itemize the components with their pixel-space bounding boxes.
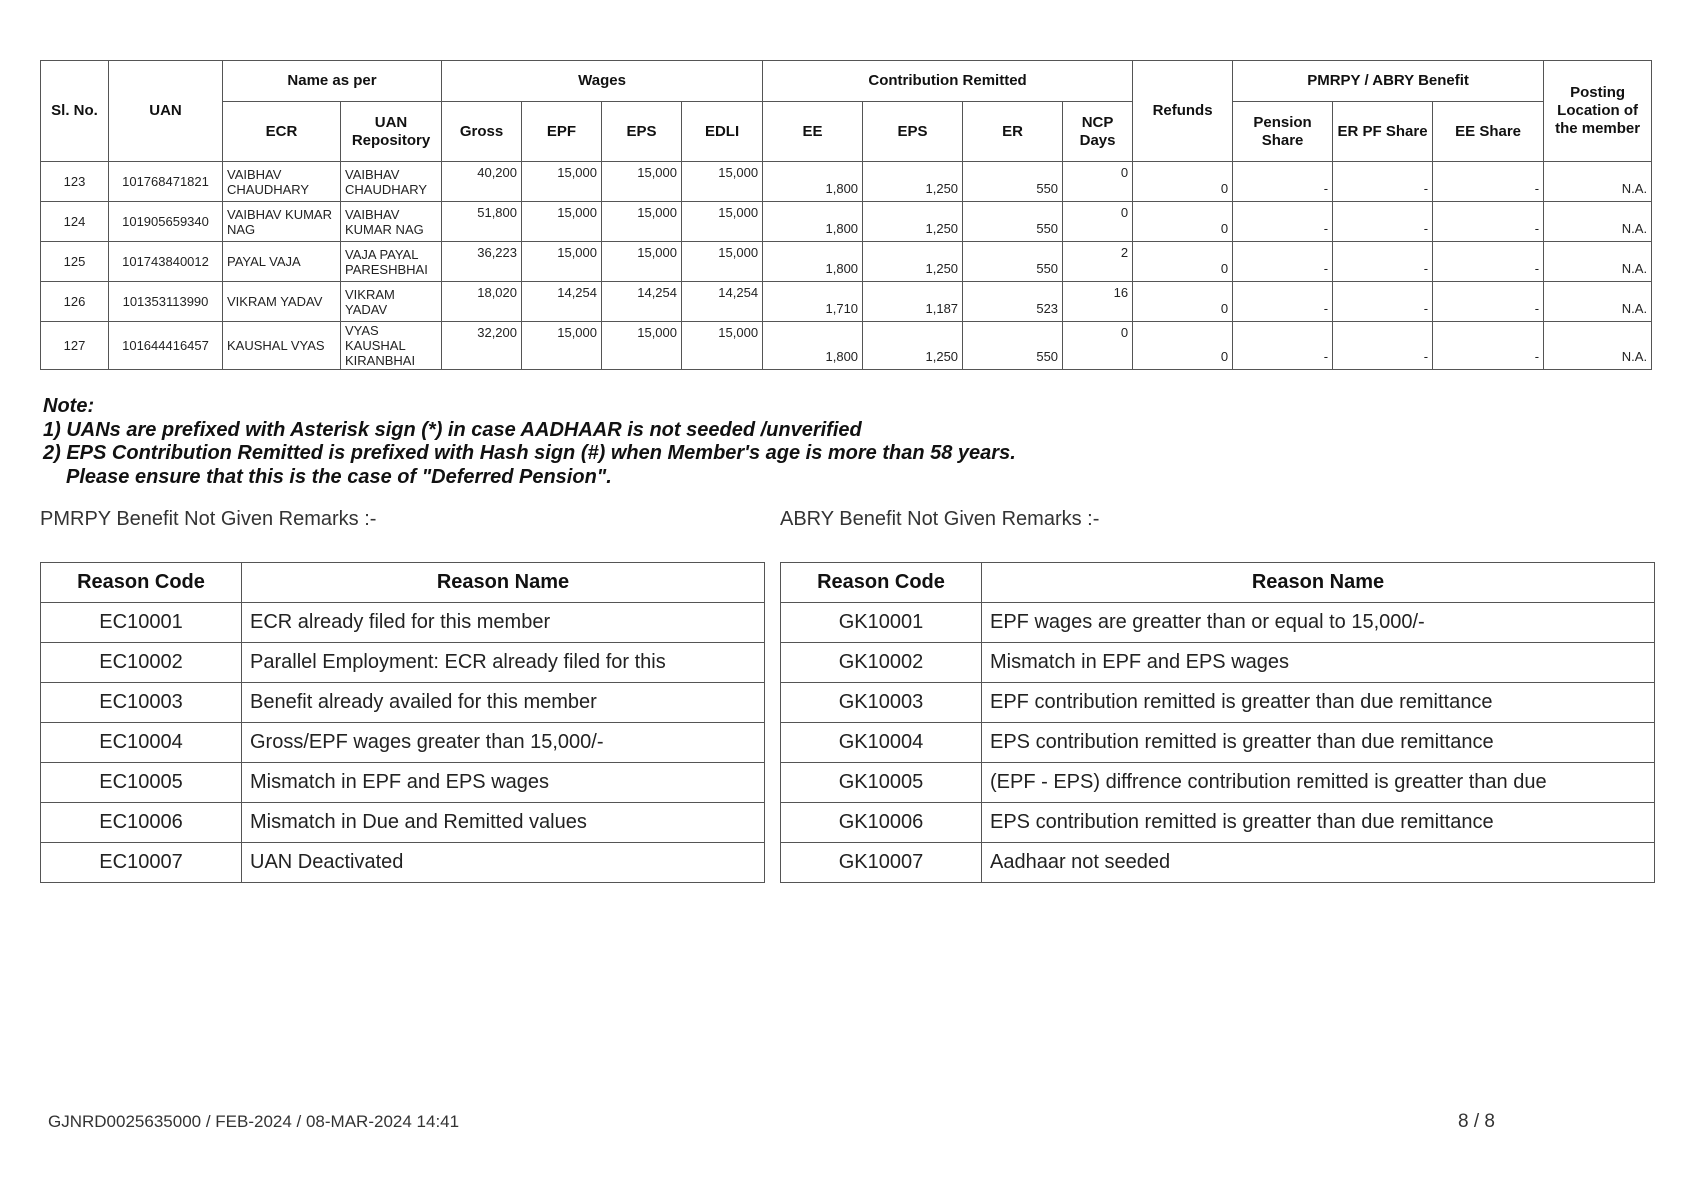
cell-pension-share: -: [1233, 282, 1333, 322]
cell-posting-location: N.A.: [1544, 282, 1652, 322]
table-row: [781, 603, 1655, 643]
cell-posting-location: N.A.: [1544, 202, 1652, 242]
cell-cr-eps: 1,250: [863, 322, 963, 370]
table-row: [781, 683, 1655, 723]
col-gross: Gross: [442, 102, 522, 162]
reason-name: EPS contribution remitted is greatter than due remittance: [982, 803, 1655, 843]
cell-uan: 101644416457: [109, 322, 223, 370]
col-ee-share: EE Share: [1433, 102, 1544, 162]
cell-posting-location: N.A.: [1544, 322, 1652, 370]
cell-er-pf-share: -: [1333, 202, 1433, 242]
reason-code: GK10006: [781, 803, 982, 843]
col-edli: EDLI: [682, 102, 763, 162]
reason-name: Mismatch in Due and Remitted values: [242, 803, 765, 843]
cell-refunds: 0: [1133, 242, 1233, 282]
cell-ecr-name: VIKRAM YADAV: [223, 282, 341, 322]
cell-refunds: 0: [1133, 282, 1233, 322]
cell-er-pf-share: -: [1333, 282, 1433, 322]
cell-cr-eps: 1,187: [863, 282, 963, 322]
table-row: [41, 843, 765, 883]
cell-ee-share: -: [1433, 242, 1544, 282]
reason-code: EC10001: [41, 603, 242, 643]
col-eps: EPS: [602, 102, 682, 162]
cell-ee: 1,800: [763, 322, 863, 370]
table-row: [781, 643, 1655, 683]
reason-code: GK10004: [781, 723, 982, 763]
cell-refunds: 0: [1133, 202, 1233, 242]
cell-ecr-name: KAUSHAL VYAS: [223, 322, 341, 370]
cell-er: 550: [963, 322, 1063, 370]
cell-pension-share: -: [1233, 322, 1333, 370]
cell-repo-name: VAIBHAV KUMAR NAG: [341, 202, 442, 242]
cell-eps: 14,254: [602, 282, 682, 322]
reason-name-header: Reason Name: [982, 563, 1655, 603]
cell-posting-location: N.A.: [1544, 162, 1652, 202]
reason-code-header: Reason Code: [41, 563, 242, 603]
col-posting-location: Posting Location of the member: [1544, 61, 1652, 162]
cell-ee-share: -: [1433, 162, 1544, 202]
cell-ee-share: -: [1433, 282, 1544, 322]
reason-name: Parallel Employment: ECR already filed for this: [242, 643, 765, 683]
cell-ecr-name: PAYAL VAJA: [223, 242, 341, 282]
reason-name: Gross/EPF wages greater than 15,000/-: [242, 723, 765, 763]
col-uan: UAN: [109, 61, 223, 162]
cell-epf: 15,000: [522, 202, 602, 242]
reason-name: EPF contribution remitted is greatter than due remittance: [982, 683, 1655, 723]
group-benefit: PMRPY / ABRY Benefit: [1233, 61, 1544, 102]
reason-name-header: Reason Name: [242, 563, 765, 603]
cell-epf: 15,000: [522, 322, 602, 370]
table-row: [781, 723, 1655, 763]
cell-gross: 51,800: [442, 202, 522, 242]
cell-sl-no: 125: [41, 242, 109, 282]
cell-sl-no: 123: [41, 162, 109, 202]
cell-epf: 15,000: [522, 162, 602, 202]
note-block: [43, 395, 1016, 489]
cell-gross: 40,200: [442, 162, 522, 202]
reason-code: GK10001: [781, 603, 982, 643]
reason-code: GK10003: [781, 683, 982, 723]
table-row: [41, 643, 765, 683]
reason-name: Benefit already availed for this member: [242, 683, 765, 723]
cell-uan: 101353113990: [109, 282, 223, 322]
cell-cr-eps: 1,250: [863, 202, 963, 242]
cell-repo-name: VIKRAM YADAV: [341, 282, 442, 322]
reason-name: Aadhaar not seeded: [982, 843, 1655, 883]
group-contribution-remitted: Contribution Remitted: [763, 61, 1133, 102]
cell-eps: 15,000: [602, 202, 682, 242]
footer-reference: GJNRD0025635000 / FEB-2024 / 08-MAR-2024 14:41: [48, 1112, 460, 1131]
cell-ee: 1,800: [763, 242, 863, 282]
cell-refunds: 0: [1133, 322, 1233, 370]
note-title: Note:: [43, 395, 95, 417]
cell-cr-eps: 1,250: [863, 242, 963, 282]
cell-ncp-days: 0: [1063, 202, 1133, 242]
cell-sl-no: 124: [41, 202, 109, 242]
abry-reason-table: [780, 562, 1655, 883]
table-row: [781, 763, 1655, 803]
cell-pension-share: -: [1233, 242, 1333, 282]
table-row: [41, 603, 765, 643]
reason-code: EC10007: [41, 843, 242, 883]
cell-eps: 15,000: [602, 322, 682, 370]
col-epf: EPF: [522, 102, 602, 162]
cell-edli: 15,000: [682, 162, 763, 202]
cell-ee: 1,710: [763, 282, 863, 322]
table-row: [41, 683, 765, 723]
reason-code: EC10002: [41, 643, 242, 683]
cell-repo-name: VAJA PAYAL PARESHBHAI: [341, 242, 442, 282]
col-ncp-days: NCP Days: [1063, 102, 1133, 162]
cell-pension-share: -: [1233, 162, 1333, 202]
cell-ecr-name: VAIBHAV CHAUDHARY: [223, 162, 341, 202]
cell-edli: 15,000: [682, 242, 763, 282]
col-ee: EE: [763, 102, 863, 162]
cell-pension-share: -: [1233, 202, 1333, 242]
reason-code: EC10004: [41, 723, 242, 763]
table-row: [781, 843, 1655, 883]
cell-ee: 1,800: [763, 202, 863, 242]
cell-er: 523: [963, 282, 1063, 322]
reason-code: EC10005: [41, 763, 242, 803]
col-uan-repository: UAN Repository: [341, 102, 442, 162]
cell-ncp-days: 0: [1063, 162, 1133, 202]
table-row: [41, 803, 765, 843]
table-row: [41, 763, 765, 803]
cell-ncp-days: 2: [1063, 242, 1133, 282]
cell-eps: 15,000: [602, 242, 682, 282]
cell-repo-name: VAIBHAV CHAUDHARY: [341, 162, 442, 202]
cell-ecr-name: VAIBHAV KUMAR NAG: [223, 202, 341, 242]
reason-code: GK10002: [781, 643, 982, 683]
col-sl-no: Sl. No.: [41, 61, 109, 162]
reason-name: EPF wages are greatter than or equal to 15,000/-: [982, 603, 1655, 643]
cell-posting-location: N.A.: [1544, 242, 1652, 282]
note-line-2: 2) EPS Contribution Remitted is prefixed with Hash sign (#) when Member's age is more than 58 years.: [43, 442, 1016, 464]
cell-ncp-days: 16: [1063, 282, 1133, 322]
col-cr-eps: EPS: [863, 102, 963, 162]
cell-er-pf-share: -: [1333, 322, 1433, 370]
reason-code: EC10003: [41, 683, 242, 723]
reason-code: GK10005: [781, 763, 982, 803]
table-row: [41, 242, 1652, 282]
cell-edli: 15,000: [682, 322, 763, 370]
abry-remarks-label: ABRY Benefit Not Given Remarks :-: [780, 508, 1100, 530]
cell-sl-no: 127: [41, 322, 109, 370]
col-er-pf-share: ER PF Share: [1333, 102, 1433, 162]
group-wages: Wages: [442, 61, 763, 102]
pmrpy-remarks-label: PMRPY Benefit Not Given Remarks :-: [40, 508, 377, 530]
cell-uan: 101743840012: [109, 242, 223, 282]
cell-gross: 36,223: [442, 242, 522, 282]
reason-name: ECR already filed for this member: [242, 603, 765, 643]
page-number: 8 / 8: [1458, 1111, 1495, 1132]
cell-cr-eps: 1,250: [863, 162, 963, 202]
table-row: [41, 202, 1652, 242]
reason-name: Mismatch in EPF and EPS wages: [982, 643, 1655, 683]
reason-code-header: Reason Code: [781, 563, 982, 603]
table-row: [41, 162, 1652, 202]
note-line-1: 1) UANs are prefixed with Asterisk sign (*) in case AADHAAR is not seeded /unverified: [43, 418, 862, 441]
col-refunds: Refunds: [1133, 61, 1233, 162]
table-row: [41, 282, 1652, 322]
group-name-as-per: Name as per: [223, 61, 442, 102]
cell-ncp-days: 0: [1063, 322, 1133, 370]
cell-ee-share: -: [1433, 322, 1544, 370]
cell-er: 550: [963, 162, 1063, 202]
cell-er-pf-share: -: [1333, 162, 1433, 202]
cell-ee-share: -: [1433, 202, 1544, 242]
reason-name: EPS contribution remitted is greatter than due remittance: [982, 723, 1655, 763]
cell-uan: 101768471821: [109, 162, 223, 202]
cell-epf: 15,000: [522, 242, 602, 282]
cell-er-pf-share: -: [1333, 242, 1433, 282]
cell-edli: 15,000: [682, 202, 763, 242]
table-row: [781, 803, 1655, 843]
pmrpy-reason-table: [40, 562, 765, 883]
note-line-3: Please ensure that this is the case of "Deferred Pension".: [66, 465, 612, 488]
cell-gross: 32,200: [442, 322, 522, 370]
reason-code: EC10006: [41, 803, 242, 843]
reason-name: Mismatch in EPF and EPS wages: [242, 763, 765, 803]
table-row: [41, 322, 1652, 370]
col-pension-share: Pension Share: [1233, 102, 1333, 162]
col-er: ER: [963, 102, 1063, 162]
reason-code: GK10007: [781, 843, 982, 883]
reason-name: UAN Deactivated: [242, 843, 765, 883]
cell-gross: 18,020: [442, 282, 522, 322]
cell-er: 550: [963, 202, 1063, 242]
cell-refunds: 0: [1133, 162, 1233, 202]
cell-edli: 14,254: [682, 282, 763, 322]
cell-ee: 1,800: [763, 162, 863, 202]
cell-uan: 101905659340: [109, 202, 223, 242]
cell-eps: 15,000: [602, 162, 682, 202]
cell-er: 550: [963, 242, 1063, 282]
contribution-table: [40, 60, 1652, 370]
cell-sl-no: 126: [41, 282, 109, 322]
reason-name: (EPF - EPS) diffrence contribution remitted is greatter than due: [982, 763, 1655, 803]
cell-repo-name: VYAS KAUSHAL KIRANBHAI: [341, 322, 442, 370]
cell-epf: 14,254: [522, 282, 602, 322]
table-row: [41, 723, 765, 763]
col-ecr: ECR: [223, 102, 341, 162]
